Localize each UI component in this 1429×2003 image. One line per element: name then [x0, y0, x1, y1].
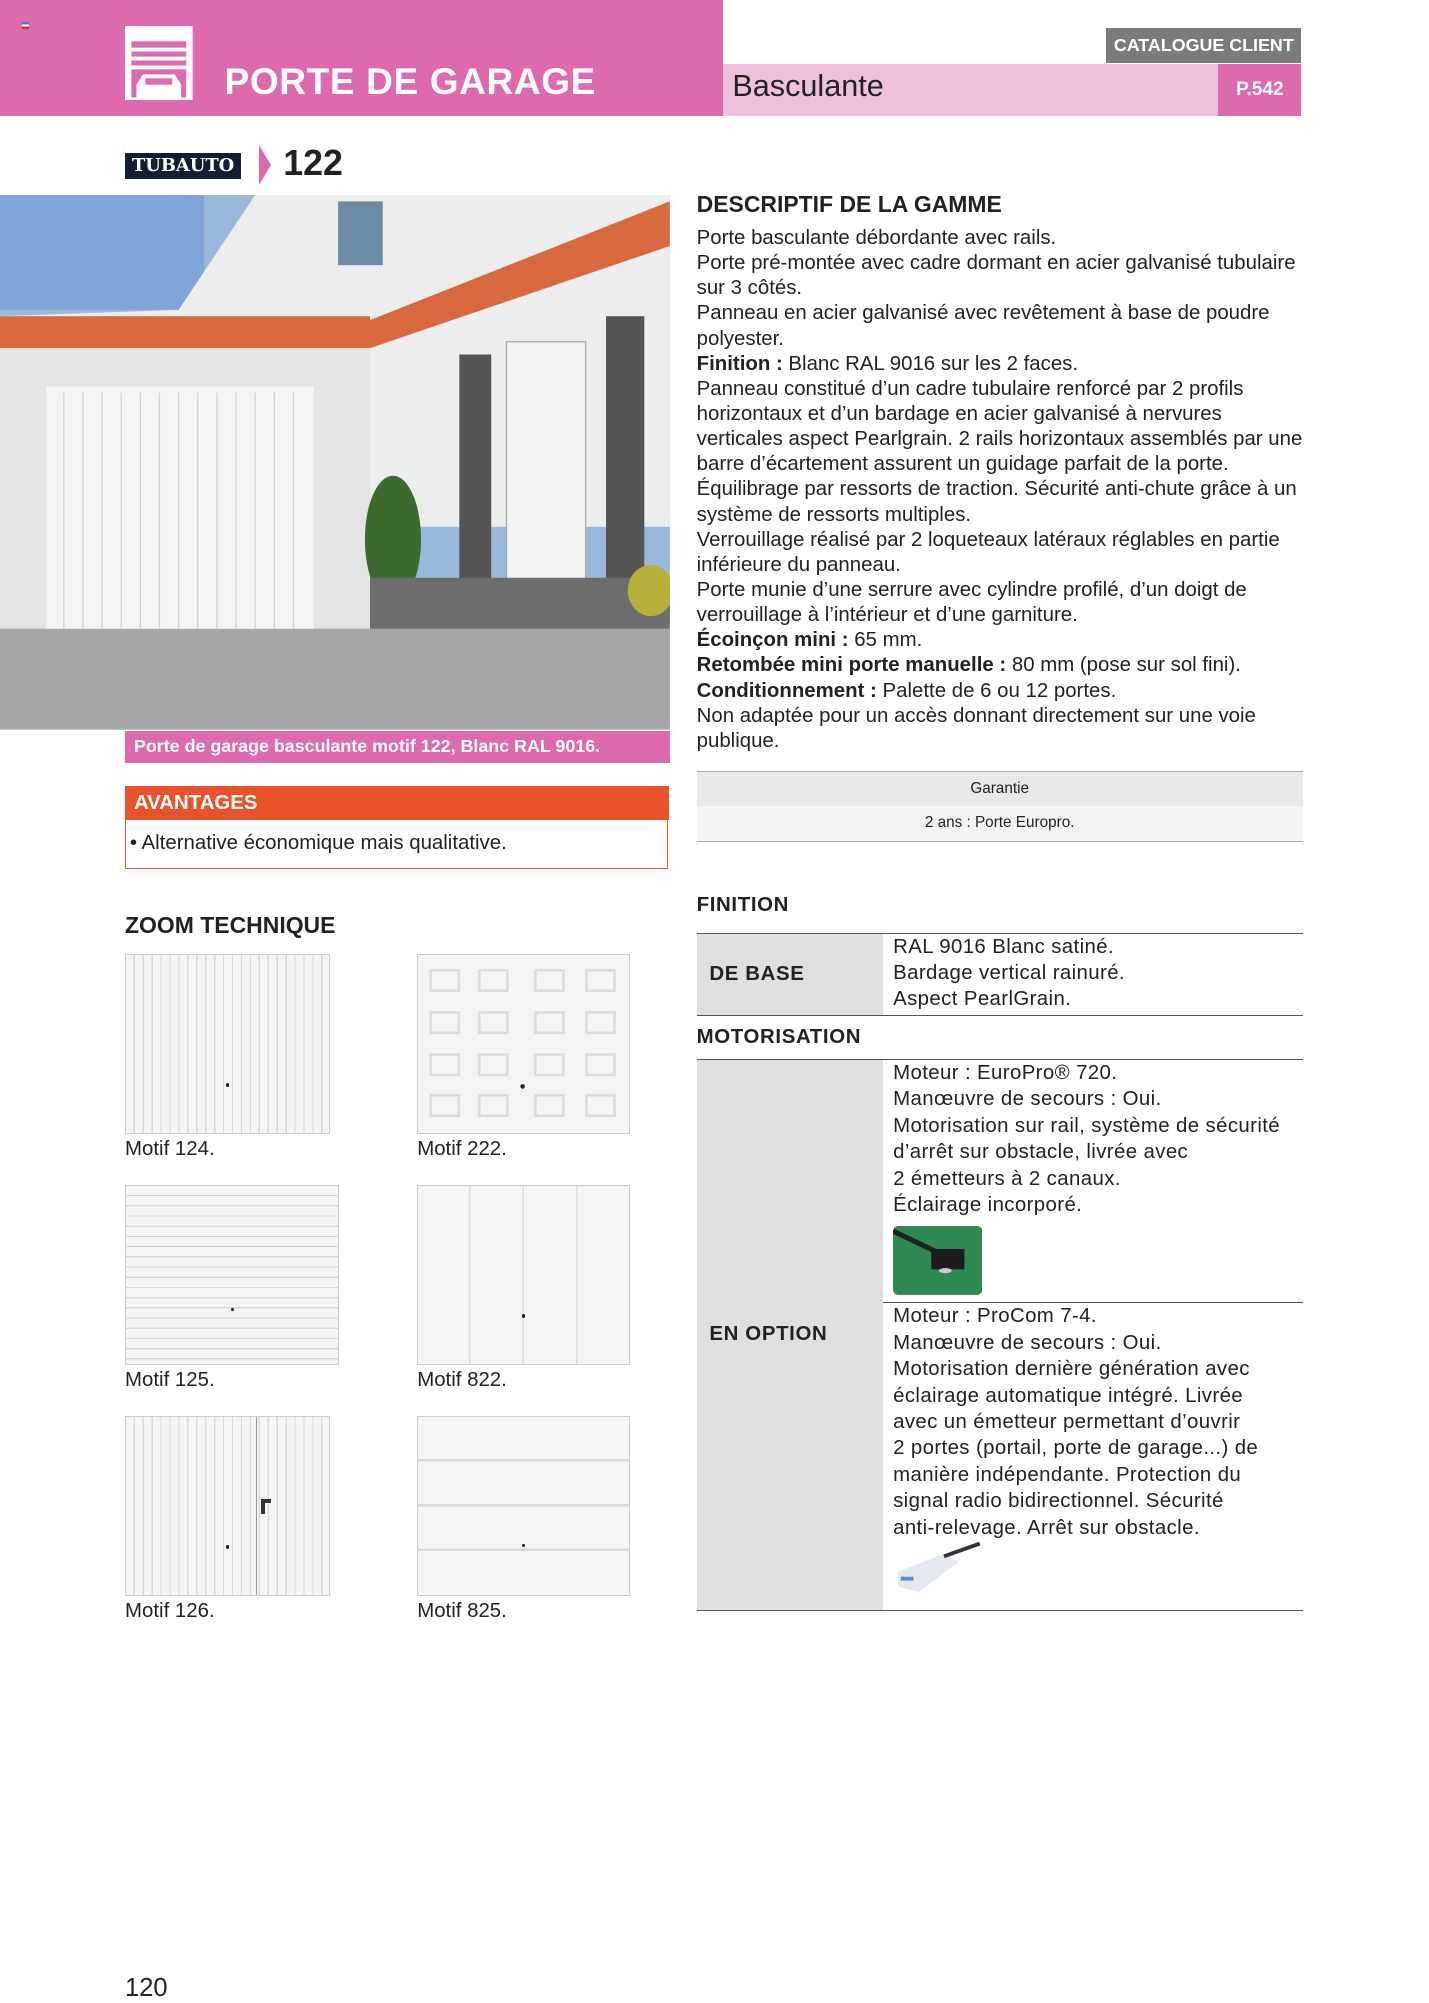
description-label: Finition :: [696, 352, 783, 375]
advantages-heading: AVANTAGES: [125, 786, 669, 820]
text-line: 2 émetteurs à 2 canaux.: [893, 1167, 1121, 1190]
description-paragraph: [697, 226, 1304, 251]
text-line: Moteur : ProCom 7-4.: [893, 1305, 1097, 1328]
page-number: 120: [125, 1973, 168, 2002]
product-photo: [0, 195, 670, 730]
photo-caption: Porte de garage basculante motif 122, Blanc RAL 9016.: [125, 731, 670, 763]
text-line: Manœuvre de secours : Oui.: [893, 1331, 1162, 1354]
brand-logo: TUBAUTO: [125, 153, 241, 179]
description-text: Porte pré-montée avec cadre dormant en acier galvanisé tubulaire sur 3 côtés.: [696, 252, 1296, 300]
description-paragraph: [697, 301, 1304, 351]
description-section: [697, 191, 1304, 754]
text-line: d’arrêt sur obstacle, livrée avec: [893, 1141, 1189, 1164]
motif-825-image: [417, 1416, 630, 1595]
description-text: Panneau constitué d’un cadre tubulaire renforcé par 2 profils horizontaux et d’un bardage en acier galvanisé à nervures verticales aspect Pearlgrain. 2 rails horizontaux assemblés par une barre d’écartement assurent un guidage parfait de la porte.: [696, 377, 1303, 476]
description-label: Retombée mini porte manuelle :: [696, 654, 1007, 677]
text-line: manière indépendante. Protection du: [893, 1463, 1242, 1486]
description-paragraph: [697, 477, 1304, 527]
description-text: Panneau en acier galvanisé avec revêtement à base de poudre polyester.: [696, 302, 1270, 350]
description-text: Verrouillage réalisé par 2 loqueteaux latéraux réglables en partie inférieure du panneau.: [696, 528, 1280, 576]
motif-125-image: [125, 1185, 339, 1364]
motif-label: Motif 222.: [417, 1138, 507, 1161]
motorisation-heading: MOTORISATION: [696, 1025, 862, 1048]
description-text: Non adaptée pour un accès donnant directement sur une voie publique.: [696, 704, 1256, 752]
option-procom: [883, 1303, 1303, 1607]
motif-label: Motif 126.: [125, 1599, 215, 1622]
section-title: PORTE DE GARAGE: [224, 61, 596, 103]
option-text: [893, 1303, 1303, 1541]
description-paragraph: [697, 352, 1304, 377]
description-text: Porte munie d’une serrure avec cylindre profilé, d’un doigt de verrouillage à l’intérieur et d’une garniture.: [696, 578, 1247, 627]
text-line: anti-relevage. Arrêt sur obstacle.: [893, 1516, 1200, 1539]
description-paragraph: [697, 704, 1304, 754]
description-paragraph: [697, 528, 1304, 578]
description-text: Blanc RAL 9016 sur les 2 faces.: [782, 352, 1079, 375]
description-label: Conditionnement :: [696, 679, 877, 702]
description-paragraph: [697, 653, 1304, 678]
flag-icon: [22, 22, 30, 30]
finition-label: DE BASE: [697, 934, 883, 1016]
advantage-item: • Alternative économique mais qualitative.: [129, 832, 507, 855]
text-line: RAL 9016 Blanc satiné.: [893, 935, 1115, 958]
catalogue-badge: CATALOGUE CLIENT: [1106, 28, 1301, 62]
text-line: Éclairage incorporé.: [893, 1194, 1083, 1217]
motif-124-image: [125, 954, 330, 1133]
warranty-value: 2 ans : Porte Europro.: [697, 806, 1303, 840]
text-line: Moteur : EuroPro® 720.: [893, 1061, 1118, 1084]
zoom-technique-heading: ZOOM TECHNIQUE: [125, 912, 336, 939]
description-label: Écoinçon mini :: [696, 629, 849, 652]
text-line: signal radio bidirectionnel. Sécurité: [893, 1490, 1224, 1513]
motorisation-table: [697, 1059, 1303, 1611]
warranty-header: Garantie: [697, 772, 1303, 806]
text-line: Bardage vertical rainuré.: [893, 962, 1125, 985]
procom-motor-image: [893, 1541, 982, 1595]
description-text: Palette de 6 ou 12 portes.: [876, 679, 1117, 702]
description-text: Équilibrage par ressorts de traction. Sécurité anti-chute grâce à un système de ressorts multiples.: [696, 478, 1297, 526]
description-heading: DESCRIPTIF DE LA GAMME: [696, 191, 1002, 218]
motif-822-image: [417, 1185, 630, 1364]
page-reference: P.542: [1218, 64, 1301, 116]
warranty-table: [697, 771, 1303, 842]
garage-car-icon: [125, 26, 193, 100]
chevron-icon: [259, 145, 271, 185]
text-line: éclairage automatique intégré. Livrée: [893, 1384, 1244, 1407]
motif-126-image: [125, 1416, 330, 1595]
text-line: Manœuvre de secours : Oui.: [893, 1088, 1162, 1111]
motif-label: Motif 825.: [417, 1599, 507, 1622]
subtitle: Basculante: [732, 68, 884, 103]
motif-222-image: [417, 954, 630, 1133]
description-paragraph: [697, 578, 1304, 628]
finition-heading: FINITION: [696, 894, 790, 917]
text-line: avec un émetteur permettant d’ouvrir: [893, 1411, 1241, 1434]
motif-label: Motif 822.: [417, 1369, 507, 1392]
europro-motor-image: [893, 1226, 982, 1295]
model-number: 122: [283, 142, 343, 183]
option-text: [893, 1060, 1303, 1218]
text-line: Motorisation sur rail, système de sécurité: [893, 1114, 1281, 1137]
description-body: [697, 226, 1304, 754]
text-line: 2 portes (portail, porte de garage...) de: [893, 1437, 1259, 1460]
text-line: Motorisation dernière génération avec: [893, 1358, 1250, 1381]
description-paragraph: [697, 679, 1304, 704]
description-paragraph: [697, 377, 1304, 478]
motorisation-options: [883, 1060, 1303, 1610]
text-line: Aspect PearlGrain.: [893, 988, 1072, 1011]
cassette-pattern: [418, 955, 629, 1132]
finition-table: [697, 933, 1303, 1017]
advantages-list: [125, 820, 668, 868]
motorisation-label: EN OPTION: [697, 1060, 883, 1610]
finition-values: [883, 934, 1303, 1016]
description-text: 80 mm (pose sur sol fini).: [1006, 654, 1241, 677]
motif-label: Motif 124.: [125, 1138, 215, 1161]
description-paragraph: [697, 251, 1304, 301]
description-text: Porte basculante débordante avec rails.: [696, 227, 1057, 250]
description-text: 65 mm.: [848, 629, 923, 652]
motif-label: Motif 125.: [125, 1369, 215, 1392]
option-europro: [883, 1060, 1303, 1303]
description-paragraph: [697, 628, 1304, 653]
